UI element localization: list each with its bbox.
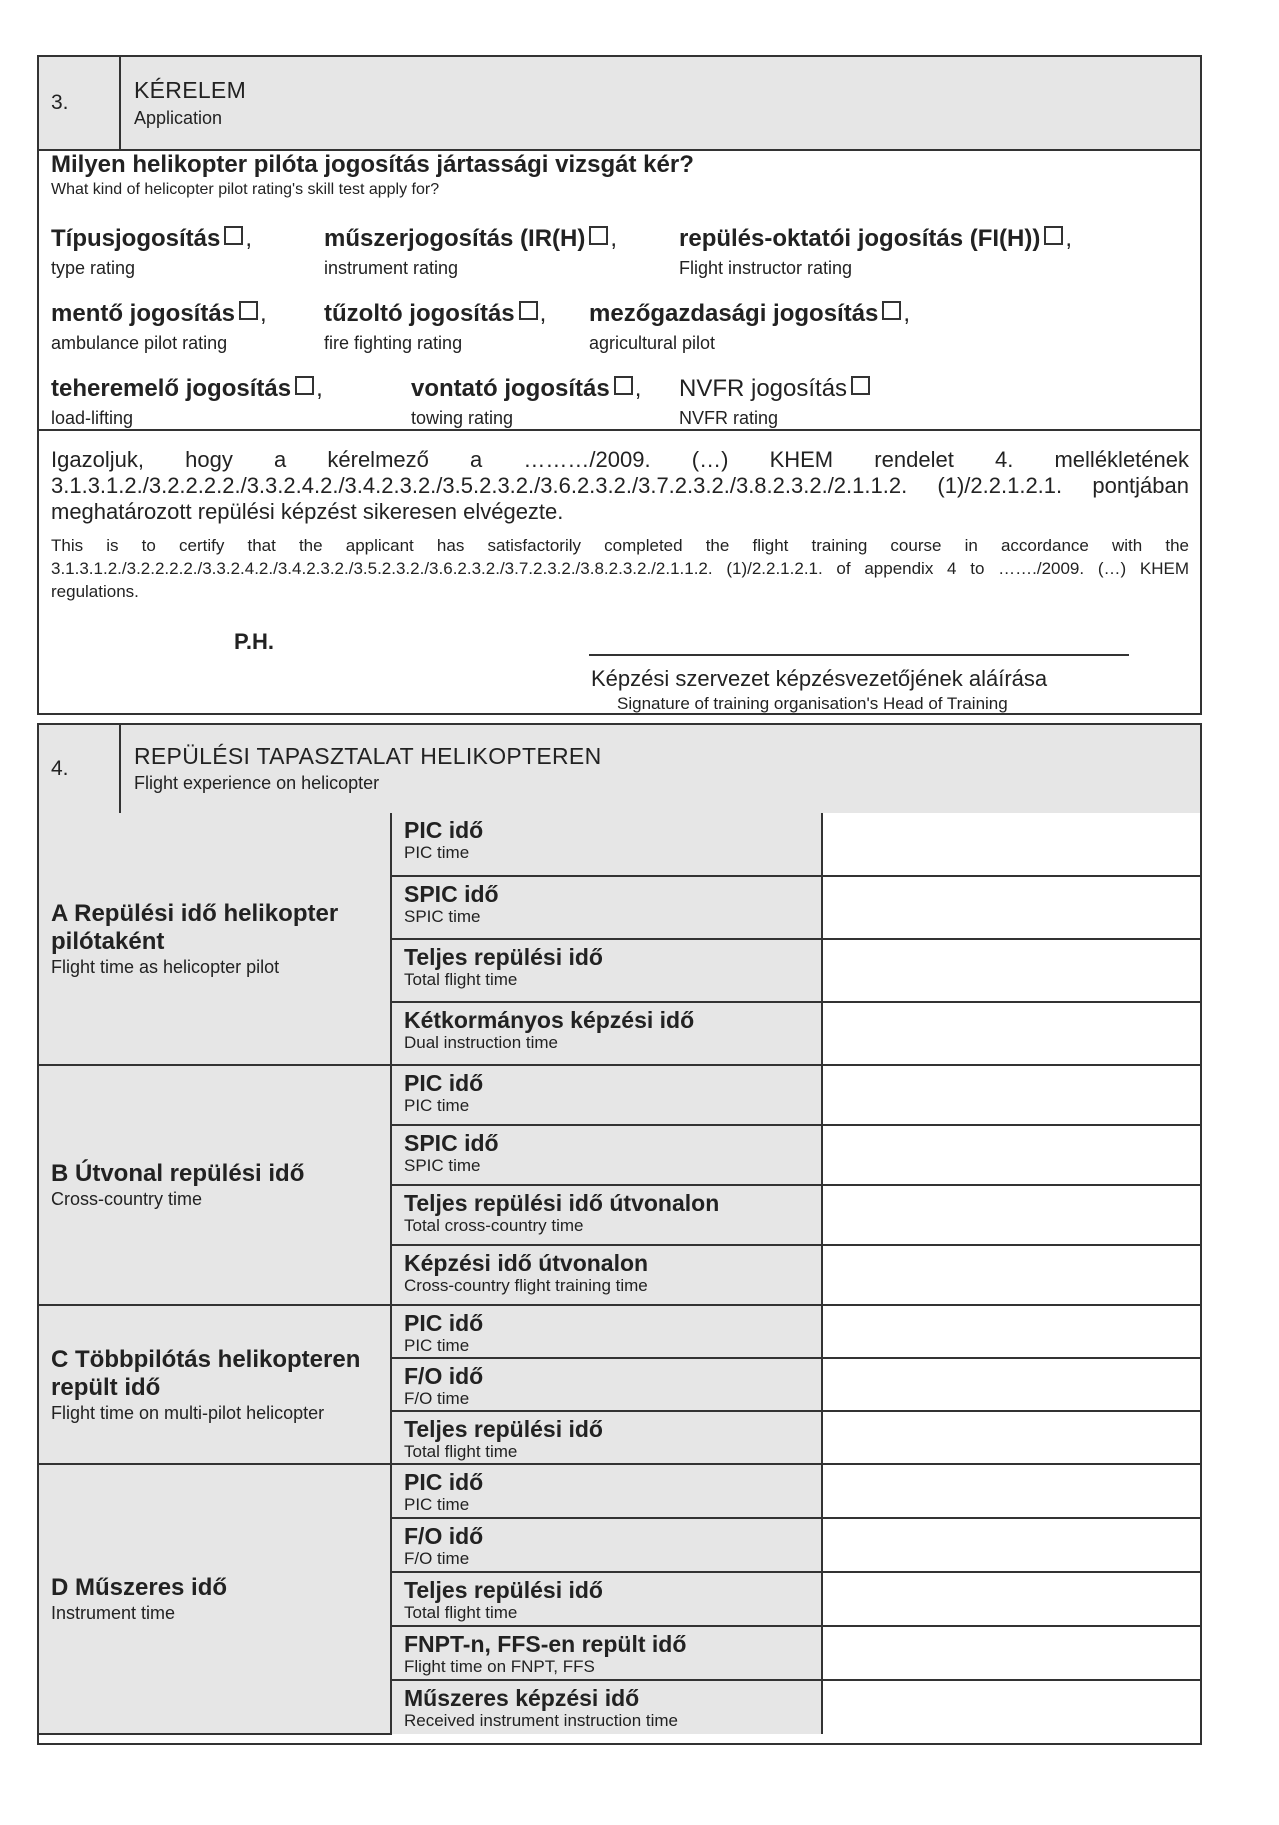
value-input-cell[interactable] — [822, 1065, 1200, 1125]
option-ambulance-rating — [51, 300, 267, 354]
option-label: vontató jogosítás — [411, 375, 610, 402]
item-label-en: SPIC time — [404, 907, 481, 926]
value-input-cell[interactable] — [822, 1572, 1200, 1626]
item-label: Teljes repülési idő — [404, 1416, 603, 1442]
section-3-application — [37, 55, 1202, 715]
section-number: 3. — [39, 57, 121, 149]
signature-label: Képzési szervezet képzésvezetőjének aláírása — [591, 666, 1048, 691]
item-label: PIC idő — [404, 817, 484, 843]
category-label-en: Flight time on multi-pilot helicopter — [51, 1402, 325, 1423]
section-subtitle: Flight experience on helicopter — [134, 773, 380, 793]
item-cell — [391, 1464, 822, 1518]
item-cell — [391, 1572, 822, 1626]
item-cell — [391, 939, 822, 1002]
item-cell — [391, 1518, 822, 1572]
option-label-en: load-lifting — [51, 408, 134, 428]
item-label-en: Cross-country flight training time — [404, 1276, 648, 1295]
signature-label-en: Signature of training organisation's Head of Training — [617, 694, 1008, 713]
option-nvfr-rating — [679, 375, 872, 429]
option-label-en: type rating — [51, 258, 136, 278]
table-row — [39, 1464, 1200, 1518]
option-label: mezőgazdasági jogosítás — [589, 300, 879, 327]
towing-checkbox[interactable] — [614, 376, 633, 395]
item-cell — [391, 1002, 822, 1065]
item-label: PIC idő — [404, 1469, 484, 1495]
value-input-cell[interactable] — [822, 939, 1200, 1002]
option-suffix: , — [634, 375, 642, 402]
section-title: REPÜLÉSI TAPASZTALAT HELIKOPTEREN — [134, 743, 602, 769]
item-label-en: PIC time — [404, 1096, 470, 1115]
certification-text-en: This is to certify that the applicant has satisfactorily completed the flight training course in accordance with the 3.1.3.1.2./3.2.2.2.2./3.3.2.4.2./3.4.2.3.2./3.5.2.3.2./3.6.2.3.2./3.7.2.3.2./3.8.2.3.2./2.1.1.2. (1)/2.2.1.2.1. of appendix 4 to ……./2009. (…) KHEM regulations. — [51, 536, 1189, 601]
certification-box — [39, 429, 1200, 715]
nvfr-checkbox[interactable] — [851, 376, 870, 395]
option-label-en: instrument rating — [324, 258, 459, 278]
category-label-en: Flight time as helicopter pilot — [51, 956, 280, 977]
item-label-en: Dual instruction time — [404, 1033, 559, 1052]
item-label-en: PIC time — [404, 1336, 470, 1355]
value-input-cell[interactable] — [822, 1125, 1200, 1185]
option-label: teheremelő jogosítás — [51, 375, 292, 402]
category-label: D Műszeres idő — [51, 1574, 228, 1601]
item-cell — [391, 1185, 822, 1245]
item-label: Teljes repülési idő — [404, 1577, 603, 1603]
item-label: Kétkormányos képzési idő — [404, 1007, 695, 1033]
item-cell — [391, 1125, 822, 1185]
signature-line[interactable] — [589, 654, 1129, 656]
category-b-cell — [39, 1065, 391, 1305]
option-label: műszerjogosítás (IR(H) — [324, 225, 586, 252]
option-label-en: NVFR rating — [679, 408, 779, 428]
option-towing-rating — [411, 375, 641, 429]
value-input-cell[interactable] — [822, 1464, 1200, 1518]
rating-question-en: What kind of helicopter pilot rating's skill test apply for? — [51, 181, 440, 198]
option-fire-fighting-rating — [324, 300, 546, 354]
option-suffix: , — [1065, 225, 1073, 252]
option-suffix: , — [245, 225, 253, 252]
item-label-en: Flight time on FNPT, FFS — [404, 1657, 595, 1676]
item-label-en: F/O time — [404, 1549, 470, 1568]
option-instrument-rating — [324, 225, 617, 279]
item-label-en: PIC time — [404, 1495, 470, 1514]
item-cell — [391, 1358, 822, 1411]
item-cell — [391, 1065, 822, 1125]
item-cell — [391, 1245, 822, 1305]
value-input-cell[interactable] — [822, 1185, 1200, 1245]
value-input-cell[interactable] — [822, 1245, 1200, 1305]
item-cell — [391, 876, 822, 939]
option-load-lifting-rating — [51, 375, 323, 429]
load-lifting-checkbox[interactable] — [295, 376, 314, 395]
value-input-cell[interactable] — [822, 1411, 1200, 1464]
value-input-cell[interactable] — [822, 1358, 1200, 1411]
option-label: Típusjogosítás — [51, 225, 221, 252]
option-type-rating — [51, 225, 252, 279]
item-cell — [391, 1680, 822, 1734]
fire-fighting-checkbox[interactable] — [519, 301, 538, 320]
item-cell — [391, 1411, 822, 1464]
category-d-cell — [39, 1464, 391, 1734]
option-label: tűzoltó jogosítás — [324, 300, 515, 327]
flight-experience-table — [39, 813, 1200, 1735]
item-cell — [391, 813, 822, 876]
item-label: SPIC idő — [404, 1130, 499, 1156]
item-label-en: Total flight time — [404, 1603, 518, 1622]
table-row — [39, 1305, 1200, 1358]
table-row — [39, 1065, 1200, 1125]
option-suffix: , — [316, 375, 323, 402]
value-input-cell[interactable] — [822, 876, 1200, 939]
item-label: F/O idő — [404, 1363, 484, 1389]
category-label: A Repülési idő helikopter pilótaként — [51, 899, 339, 955]
section-number: 4. — [39, 725, 121, 813]
option-label: repülés-oktatói jogosítás (FI(H)) — [679, 225, 1041, 252]
flight-instructor-checkbox[interactable] — [1044, 226, 1063, 245]
item-label: PIC idő — [404, 1070, 484, 1096]
section-3-header — [39, 57, 1200, 151]
option-flight-instructor-rating — [679, 225, 1072, 279]
value-input-cell[interactable] — [822, 1002, 1200, 1065]
value-input-cell[interactable] — [822, 1518, 1200, 1572]
item-label: Teljes repülési idő — [404, 944, 603, 970]
option-suffix: , — [260, 300, 267, 327]
option-label: mentő jogosítás — [51, 300, 236, 327]
instrument-rating-checkbox[interactable] — [589, 226, 608, 245]
item-label: PIC idő — [404, 1310, 484, 1336]
type-rating-checkbox[interactable] — [224, 226, 243, 245]
section-4-flight-experience — [37, 723, 1202, 1745]
section-4-header — [39, 725, 1200, 815]
certification-text: Igazoljuk, hogy a kérelmező a ………/2009. (…) KHEM rendelet 4. mellékletének 3.1.3.1.2./3.2.2.2.2./3.3.2.4.2./3.4.2.3.2./3.5.2.3.2./3.6.2.3.2./3.7.2.3.2./3.8.2.3.2./2.1.1.2. (1)/2.2.1.2.1. pontjában meghatározott repülési képzést sikeresen elvégezte. — [51, 447, 1189, 524]
section-title: KÉRELEM — [134, 77, 247, 103]
ambulance-rating-checkbox[interactable] — [239, 301, 258, 320]
option-suffix: , — [610, 225, 618, 252]
item-label: SPIC idő — [404, 881, 499, 907]
rating-question: Milyen helikopter pilóta jogosítás jártassági vizsgát kér? — [51, 151, 694, 178]
item-label-en: Total flight time — [404, 1442, 518, 1461]
item-label-en: SPIC time — [404, 1156, 481, 1175]
option-label-en: fire fighting rating — [324, 333, 463, 353]
option-agricultural-rating — [589, 300, 910, 354]
option-label-en: agricultural pilot — [589, 333, 716, 353]
option-label: NVFR jogosítás — [679, 375, 848, 402]
category-label: C Többpilótás helikopteren repült idő — [51, 1345, 361, 1401]
item-label: FNPT-n, FFS-en repült idő — [404, 1631, 687, 1657]
category-c-cell — [39, 1305, 391, 1464]
category-label-en: Cross-country time — [51, 1189, 203, 1209]
category-label: B Útvonal repülési idő — [51, 1160, 305, 1187]
category-a-cell — [39, 813, 391, 1065]
item-label-en: Received instrument instruction time — [404, 1711, 679, 1730]
agricultural-checkbox[interactable] — [882, 301, 901, 320]
value-input-cell[interactable] — [822, 1680, 1200, 1734]
item-cell — [391, 1626, 822, 1680]
category-label-en: Instrument time — [51, 1603, 176, 1623]
option-label-en: Flight instructor rating — [679, 258, 853, 278]
item-label: Teljes repülési idő útvonalon — [404, 1190, 720, 1216]
section-subtitle: Application — [134, 108, 223, 128]
option-suffix: , — [539, 300, 547, 327]
value-input-cell[interactable] — [822, 1626, 1200, 1680]
item-cell — [391, 1305, 822, 1358]
item-label-en: Total cross-country time — [404, 1216, 584, 1235]
item-label: Képzési idő útvonalon — [404, 1250, 649, 1276]
table-row — [39, 813, 1200, 876]
option-label-en: towing rating — [411, 408, 514, 428]
option-label-en: ambulance pilot rating — [51, 333, 228, 353]
item-label-en: PIC time — [404, 843, 470, 862]
item-label: F/O idő — [404, 1523, 484, 1549]
option-suffix: , — [903, 300, 911, 327]
stamp-label: P.H. — [234, 629, 274, 654]
item-label-en: Total flight time — [404, 970, 518, 989]
item-label-en: F/O time — [404, 1389, 470, 1408]
value-input-cell[interactable] — [822, 1305, 1200, 1358]
item-label: Műszeres képzési idő — [404, 1685, 640, 1711]
value-input-cell[interactable] — [822, 813, 1200, 876]
